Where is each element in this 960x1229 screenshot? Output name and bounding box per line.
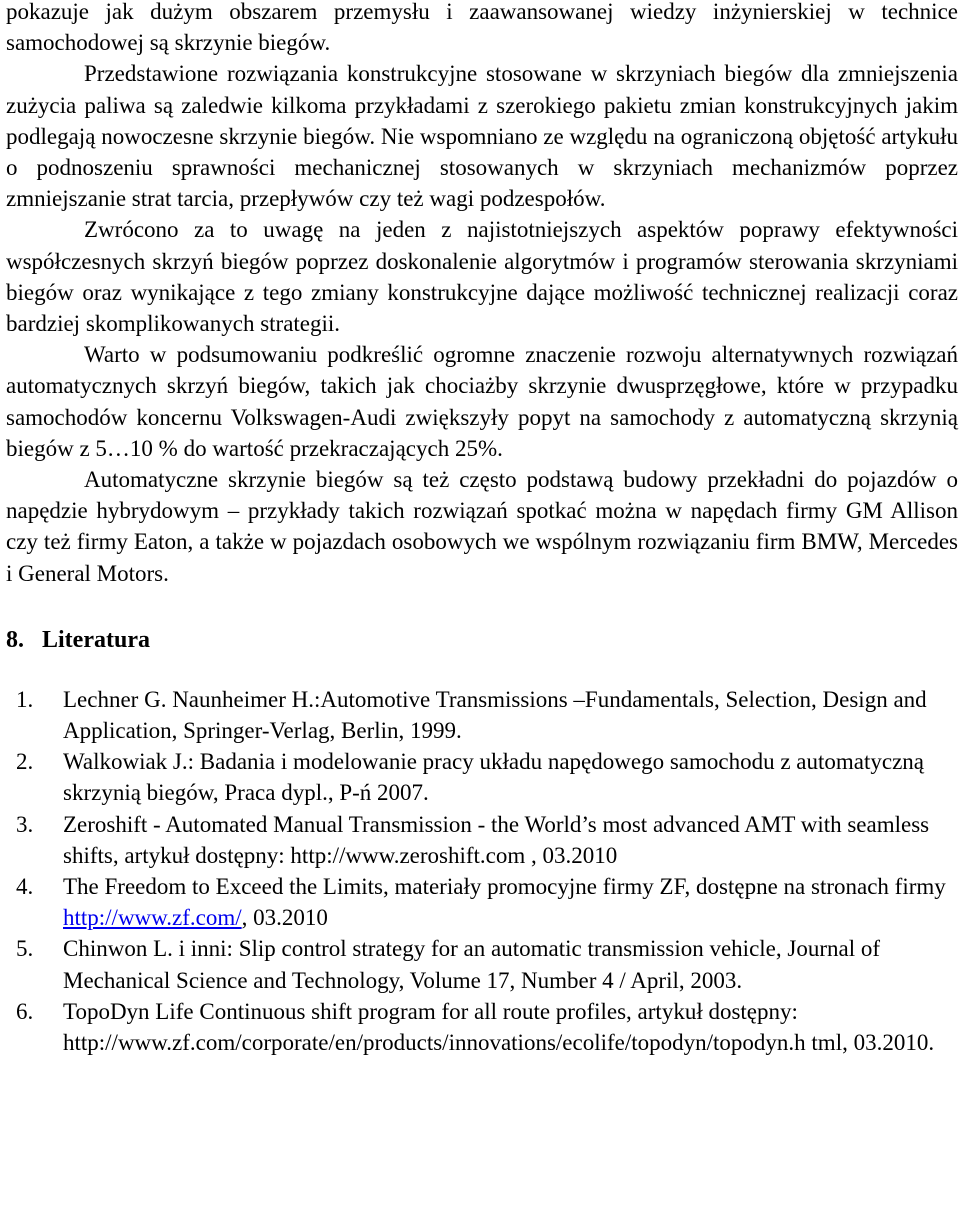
document-page — [6, 0, 958, 1058]
reference-item — [6, 871, 958, 933]
reference-item — [6, 746, 958, 808]
reference-number: 3. — [16, 811, 34, 837]
zf-website-link[interactable]: http://www.zf.com/ — [63, 905, 242, 931]
body-paragraph: Zwrócono za to uwagę na jeden z najistotniejszych aspektów poprawy efektywności współczesnych skrzyń biegów poprzez doskonalenie algorytmów i programów sterowania skrzyniami biegów oraz wynikające z tego zmiany konstrukcyjne dające możliwość technicznej realizacji coraz bardziej skomplikowanych strategii. — [6, 217, 958, 337]
body-paragraph: Automatyczne skrzynie biegów są też często podstawą budowy przekładni do pojazdów o napędzie hybrydowym – przykłady takich rozwiązań spotkać można w napędach firmy GM Allison czy też firmy Eaton, a także w pojazdach osobowych we wspólnym rozwiązaniu firm BMW, Mercedes i General Motors. — [6, 467, 958, 586]
reference-text: Zeroshift - Automated Manual Transmission - the World’s most advanced AMT with seamless shifts, artykuł dostępny: http://www.zeroshift.com , 03.2010 — [63, 811, 930, 868]
body-paragraph: Warto w podsumowaniu podkreślić ogromne znaczenie rozwoju alternatywnych rozwiązań automatycznych skrzyń biegów, takich jak chociażby skrzynie dwusprzęgłowe, które w przypadku samochodów koncernu Volkswagen-Audi zwiększyły popyt na samochody z automatyczną skrzynią biegów z 5…10 % do wartość przekraczających 25%. — [6, 342, 958, 461]
reference-number: 5. — [16, 936, 34, 962]
reference-number: 1. — [16, 686, 34, 712]
reference-text: The Freedom to Exceed the Limits, materiały promocyjne firmy ZF, dostępne na stronach firmy — [63, 874, 946, 900]
section-heading — [6, 620, 958, 660]
reference-text: Lechner G. Naunheimer H.:Automotive Transmissions –Fundamentals, Selection, Design and Application, Springer-Verlag, Berlin, 1999. — [63, 686, 927, 744]
reference-item — [6, 684, 958, 746]
reference-text: Chinwon L. i inni: Slip control strategy for an automatic transmission vehicle, Journal of Mechanical Science and Technology, Volume 17, Number 4 / April, 2003. — [63, 936, 880, 993]
reference-item — [6, 809, 958, 871]
reference-item — [6, 933, 958, 995]
reference-text: TopoDyn Life Continuous shift program for all route profiles, artykuł dostępny: http://www.zf.com/corporate/en/products/innovations/ecolife/topodyn/topodyn.h tml, 03.2010. — [63, 998, 935, 1056]
section-number: 8. — [6, 626, 24, 653]
reference-number: 4. — [16, 874, 34, 900]
body-paragraph: Przedstawione rozwiązania konstrukcyjne stosowane w skrzyniach biegów dla zmniejszenia zużycia paliwa są zaledwie kilkoma przykładami z szerokiego pakietu zmian konstrukcyjnych jakim podlegają nowoczesne skrzynie biegów. Nie wspomniano ze względu na ograniczoną objętość artykułu o podnoszeniu sprawności mechanicznej stosowanych w skrzyniach mechanizmów poprzez zmniejszanie strat tarcia, przepływów czy też wagi podzespołów. — [6, 61, 958, 212]
reference-number: 2. — [16, 749, 34, 775]
body-paragraph: pokazuje jak dużym obszarem przemysłu i zaawansowanej wiedzy inżynierskiej w technice samochodowej są skrzynie biegów. — [6, 0, 958, 56]
reference-text: Walkowiak J.: Badania i modelowanie pracy układu napędowego samochodu z automatyczną skrzynią biegów, Praca dypl., P-ń 2007. — [63, 749, 925, 806]
section-title: Literatura — [42, 626, 150, 653]
reference-list — [6, 684, 958, 1058]
reference-item — [6, 996, 958, 1058]
reference-text: , 03.2010 — [241, 905, 328, 931]
reference-number: 6. — [16, 998, 34, 1024]
